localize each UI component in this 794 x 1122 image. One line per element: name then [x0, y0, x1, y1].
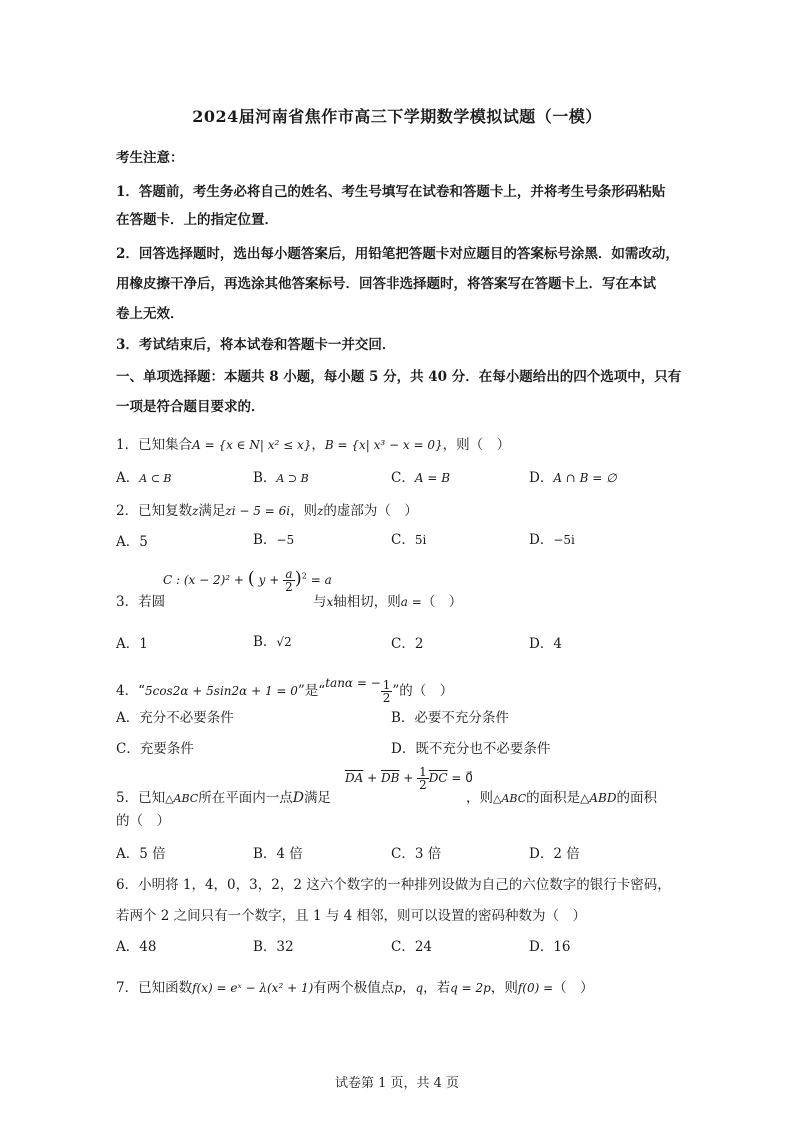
notice-item-2-line-2: 用橡皮擦干净后，再选涂其他答案标号．回答非选择题时，将答案写在答题卡上．写在本试 [116, 276, 656, 292]
q1-option-b: B．A ⊃ B [253, 470, 309, 486]
q1-option-c: C．A = B [391, 470, 451, 486]
q1-option-d: D．A ∩ B = ∅ [529, 470, 617, 486]
q3-option-b: B．√2 [253, 634, 292, 650]
q2-option-a: A．5 [116, 534, 148, 550]
q1-set-a: A = {x ∈ N| x² ≤ x} [192, 438, 312, 452]
section-1-line-1: 一、单项选择题：本题共 8 小题，每小题 5 分，共 40 分．在每小题给出的四个选项中，只有 [116, 369, 682, 385]
page-title: 2024届河南省焦作市高三下学期数学模拟试题（一模） [192, 107, 602, 126]
q2-option-d: D．−5i [529, 532, 575, 548]
q2-mid-2: ，则 [290, 503, 318, 519]
q6-option-d: D．16 [529, 939, 571, 955]
notice-item-3: 3．考试结束后，将本试卷和答题卡一并交回． [116, 337, 396, 353]
q2-mid-1: 满足 [198, 503, 226, 519]
q2-z: z [192, 504, 199, 518]
notice-item-2-line-1: 2．回答选择题时，选出每小题答案后，用铅笔把答题卡对应题目的答案标号涂黑．如需改动， [116, 246, 679, 262]
q2-z-2: z [317, 504, 324, 518]
q2-option-b: B．−5 [253, 532, 295, 548]
q4-option-d: D．既不充分也不必要条件 [391, 741, 551, 757]
q3-circle-equation: C : (x − 2)² + ( y + $\frac{a}{2}$ )$^2$ = a [163, 567, 332, 594]
q2-suffix: 的虚部为（ ） [323, 503, 418, 519]
q2-option-c: C．5i [391, 532, 427, 548]
q4-option-b: B．必要不充分条件 [391, 710, 509, 726]
question-2 [116, 499, 418, 519]
q1-comma: ， [311, 437, 325, 453]
q6-option-a: A．48 [116, 939, 157, 955]
q1-suffix: ，则（ ） [442, 437, 511, 453]
q5-option-b: B．4 倍 [253, 846, 303, 862]
question-6-line-2: 若两个 2 之间只有一个数字，且 1 与 4 相邻，则可以设置的密码种数为（ ） [116, 908, 587, 924]
q1-prefix: 1．已知集合 [116, 437, 193, 453]
q3-option-c: C．2 [391, 636, 424, 652]
section-1-line-2: 一项是符合题目要求的． [116, 399, 265, 415]
question-4: 4．“5cos2α + 5sin2α + 1 = 0”是“tanα = − $\frac{1}{2}$ ”的（ ） [116, 676, 454, 705]
q3-option-a: A．1 [116, 636, 148, 652]
q1-set-b: B = {x| x³ − x = 0} [324, 438, 443, 452]
q2-prefix: 2．已知复数 [116, 503, 193, 519]
notice-item-2-line-3: 卷上无效． [116, 306, 184, 322]
q6-option-b: B．32 [253, 939, 294, 955]
q5-vector-equation: $\overline{DA} + \overline{DB}$ + $\frac{1}{2}$ $\overline{DC}$ = 0⃗ [345, 765, 473, 792]
q3-tail: 与x轴相切，则a =（ ） [313, 594, 463, 610]
question-1 [116, 433, 510, 453]
q2-equation: zi − 5 = 6i [225, 504, 291, 518]
question-5-line-2: 的（ ） [116, 813, 170, 829]
page-footer: 试卷第 1 页，共 4 页 [334, 1076, 460, 1091]
q6-option-c: C．24 [391, 939, 433, 955]
q4-option-a: A．充分不必要条件 [116, 710, 234, 726]
question-6-line-1: 6．小明将 1，4，0，3，2，2 这六个数字的一种排列设做为自己的六位数字的银行卡密码， [116, 877, 671, 893]
question-3-prefix: 3．若圆 [116, 594, 166, 610]
q5-option-a: A．5 倍 [116, 846, 166, 862]
q1-option-a: A．A ⊂ B [116, 470, 172, 486]
notice-item-1-line-2: 在答题卡．上的指定位置． [116, 212, 278, 228]
q3-option-d: D．4 [529, 636, 562, 652]
question-7: 7．已知函数f(x) = eˣ − λ(x² + 1)有两个极值点p，q，若q = 2p，则f(0) =（ ） [116, 980, 594, 996]
notice-item-1-line-1: 1．答题前，考生务必将自己的姓名、考生号填写在试卷和答题卡上，并将考生号条形码粘贴 [116, 184, 666, 200]
question-5-line-1: 5．已知△ABC所在平面内一点D满足 [116, 790, 331, 806]
notice-heading: 考生注意： [116, 150, 184, 166]
q5-tail: ，则△ABC的面积是△ABD的面积 [466, 790, 657, 806]
q4-option-c: C．充要条件 [116, 741, 194, 757]
q5-option-c: C．3 倍 [391, 846, 442, 862]
q5-option-d: D．2 倍 [529, 846, 580, 862]
